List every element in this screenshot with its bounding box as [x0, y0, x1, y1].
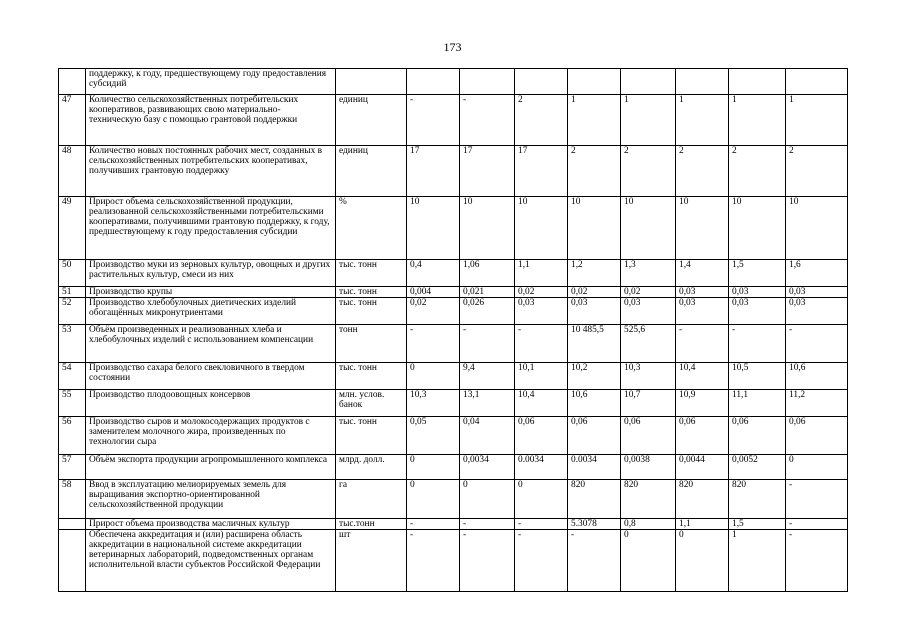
value-cell: 0,06	[676, 417, 729, 455]
indicators-table	[58, 68, 848, 592]
value-cell: -	[786, 519, 848, 530]
indicator-name-cell: Производство сахара белого свекловичного в твердом состоянии	[86, 363, 336, 390]
value-cell: -	[407, 530, 460, 592]
table-row	[59, 519, 848, 530]
value-cell: 2	[729, 146, 786, 197]
indicator-name-cell: Количество новых постоянных рабочих мест, созданных в сельскохозяйственных потребительских кооперативах, получивших грантовую поддержку	[86, 146, 336, 197]
indicator-name-cell: Ввод в эксплуатацию мелиорируемых земель для выращивания экспортно-ориентированной сельскохозяйственной продукции	[86, 480, 336, 519]
unit-cell: шт	[336, 530, 407, 592]
value-cell: 0,06	[621, 417, 676, 455]
value-cell: 10	[676, 197, 729, 260]
unit-cell	[336, 69, 407, 95]
value-cell: -	[407, 325, 460, 363]
indicator-name-cell: Производство крупы	[86, 287, 336, 298]
value-cell: 10,4	[676, 363, 729, 390]
value-cell: 0,02	[515, 287, 568, 298]
unit-cell: га	[336, 480, 407, 519]
value-cell: 13,1	[460, 390, 515, 417]
row-number-cell	[59, 69, 86, 95]
unit-cell: тыс.тонн	[336, 519, 407, 530]
value-cell: 0,4	[407, 260, 460, 287]
value-cell: 0,03	[676, 287, 729, 298]
value-cell: -	[515, 530, 568, 592]
row-number-cell: 54	[59, 363, 86, 390]
table-row	[59, 146, 848, 197]
value-cell: 0,8	[621, 519, 676, 530]
value-cell: 10	[407, 197, 460, 260]
indicator-name-cell: Производство плодоовощных консервов	[86, 390, 336, 417]
value-cell: 10	[460, 197, 515, 260]
value-cell: 10,6	[786, 363, 848, 390]
value-cell	[786, 69, 848, 95]
value-cell: 1,6	[786, 260, 848, 287]
value-cell: 10,1	[515, 363, 568, 390]
value-cell: 1,5	[729, 519, 786, 530]
row-number-cell: 50	[59, 260, 86, 287]
page-number: 173	[443, 40, 462, 54]
value-cell: 0,06	[729, 417, 786, 455]
value-cell: 1,4	[676, 260, 729, 287]
value-cell: 0.0034	[568, 455, 621, 480]
value-cell: 820	[621, 480, 676, 519]
indicator-name-cell: Производство сыров и молокосодержащих продуктов с заменителем молочного жира, произведенных по технологии сыра	[86, 417, 336, 455]
value-cell: 0	[407, 455, 460, 480]
row-number-cell: 51	[59, 287, 86, 298]
value-cell: 10,5	[729, 363, 786, 390]
row-number-cell: 53	[59, 325, 86, 363]
value-cell: -	[515, 325, 568, 363]
table-row	[59, 298, 848, 325]
value-cell: 0	[407, 480, 460, 519]
table-row	[59, 95, 848, 146]
value-cell: 1	[729, 530, 786, 592]
value-cell	[515, 69, 568, 95]
value-cell: -	[407, 519, 460, 530]
table-row	[59, 530, 848, 592]
value-cell: -	[786, 530, 848, 592]
value-cell: 10	[515, 197, 568, 260]
value-cell: 10,7	[621, 390, 676, 417]
value-cell: 0	[621, 530, 676, 592]
value-cell: 1,1	[676, 519, 729, 530]
value-cell: 10,3	[407, 390, 460, 417]
indicator-name-cell: Прирост объема сельскохозяйственной продукции, реализованной сельскохозяйственными потребительскими кооперативами, получившими грантовую поддержку, к году, предшествующему к году предоставления субсидии	[86, 197, 336, 260]
indicator-name-cell: поддержку, к году, предшествующему году предоставления субсидий	[86, 69, 336, 95]
value-cell	[407, 69, 460, 95]
value-cell: 0,03	[621, 298, 676, 325]
value-cell: 2	[515, 95, 568, 146]
value-cell: 2	[786, 146, 848, 197]
value-cell: 11,1	[729, 390, 786, 417]
value-cell: -	[568, 530, 621, 592]
table-row	[59, 417, 848, 455]
indicator-name-cell: Производство муки из зерновых культур, овощных и других растительных культур, смеси из них	[86, 260, 336, 287]
indicator-name-cell: Прирост объема производства масличных культур	[86, 519, 336, 530]
value-cell: 0	[515, 480, 568, 519]
row-number-cell: 55	[59, 390, 86, 417]
value-cell	[621, 69, 676, 95]
table-row	[59, 363, 848, 390]
value-cell: -	[515, 519, 568, 530]
value-cell: 2	[676, 146, 729, 197]
value-cell: 0,03	[515, 298, 568, 325]
unit-cell: млрд. долл.	[336, 455, 407, 480]
value-cell: 0	[676, 530, 729, 592]
value-cell: 1,06	[460, 260, 515, 287]
value-cell: 0,03	[786, 287, 848, 298]
table-row	[59, 69, 848, 95]
value-cell: 0.0034	[515, 455, 568, 480]
row-number-cell	[59, 530, 86, 592]
value-cell: -	[786, 325, 848, 363]
indicator-name-cell: Количество сельскохозяйственных потребительских кооперативов, развивающих свою материально-техническую базу с помощью грантовой поддержки	[86, 95, 336, 146]
row-number-cell: 48	[59, 146, 86, 197]
value-cell: 1	[621, 95, 676, 146]
value-cell: 0,06	[786, 417, 848, 455]
value-cell: 1	[729, 95, 786, 146]
value-cell: 10 485,5	[568, 325, 621, 363]
value-cell: 10	[729, 197, 786, 260]
value-cell: 11,2	[786, 390, 848, 417]
value-cell: -	[460, 530, 515, 592]
value-cell: 0	[460, 480, 515, 519]
table-row	[59, 390, 848, 417]
row-number-cell: 49	[59, 197, 86, 260]
value-cell: 10,9	[676, 390, 729, 417]
value-cell: 0,03	[568, 298, 621, 325]
row-number-cell: 52	[59, 298, 86, 325]
table-row	[59, 480, 848, 519]
indicator-name-cell: Объём экспорта продукции агропромышленного комплекса	[86, 455, 336, 480]
table-row	[59, 287, 848, 298]
value-cell: 1	[786, 95, 848, 146]
value-cell: -	[460, 519, 515, 530]
unit-cell: млн. услов. банок	[336, 390, 407, 417]
value-cell: 0,0044	[676, 455, 729, 480]
value-cell: -	[407, 95, 460, 146]
table-row	[59, 197, 848, 260]
table-body	[59, 69, 848, 592]
value-cell: 0,06	[515, 417, 568, 455]
value-cell: 0,02	[621, 287, 676, 298]
value-cell: 1	[568, 95, 621, 146]
table-row	[59, 325, 848, 363]
value-cell	[568, 69, 621, 95]
value-cell: 0	[407, 363, 460, 390]
value-cell: 0,02	[407, 298, 460, 325]
value-cell: 0,02	[568, 287, 621, 298]
value-cell: 1,2	[568, 260, 621, 287]
row-number-cell: 56	[59, 417, 86, 455]
value-cell: -	[460, 325, 515, 363]
row-number-cell: 57	[59, 455, 86, 480]
value-cell: 0,06	[568, 417, 621, 455]
value-cell	[460, 69, 515, 95]
value-cell: 10	[786, 197, 848, 260]
unit-cell: %	[336, 197, 407, 260]
value-cell: 0,0052	[729, 455, 786, 480]
value-cell: 17	[515, 146, 568, 197]
value-cell: -	[460, 95, 515, 146]
value-cell: 525,6	[621, 325, 676, 363]
unit-cell: тыс. тонн	[336, 298, 407, 325]
value-cell: 5.3078	[568, 519, 621, 530]
value-cell: 10,3	[621, 363, 676, 390]
value-cell: 17	[407, 146, 460, 197]
value-cell: 0,05	[407, 417, 460, 455]
value-cell: 2	[621, 146, 676, 197]
unit-cell: тыс. тонн	[336, 287, 407, 298]
value-cell: 0,03	[729, 298, 786, 325]
indicator-name-cell: Объём произведенных и реализованных хлеба и хлебобулочных изделий с использованием компенсации	[86, 325, 336, 363]
value-cell: 0,03	[786, 298, 848, 325]
value-cell: -	[786, 480, 848, 519]
unit-cell: тыс. тонн	[336, 260, 407, 287]
row-number-cell: 58	[59, 480, 86, 519]
value-cell: 2	[568, 146, 621, 197]
value-cell: 10,4	[515, 390, 568, 417]
value-cell: 1,3	[621, 260, 676, 287]
value-cell: 820	[676, 480, 729, 519]
value-cell: 0,026	[460, 298, 515, 325]
unit-cell: тонн	[336, 325, 407, 363]
value-cell: 820	[729, 480, 786, 519]
value-cell: 10,2	[568, 363, 621, 390]
value-cell: 0	[786, 455, 848, 480]
value-cell: 17	[460, 146, 515, 197]
table-row	[59, 260, 848, 287]
value-cell	[729, 69, 786, 95]
value-cell: 1,5	[729, 260, 786, 287]
row-number-cell	[59, 519, 86, 530]
value-cell: 0,0034	[460, 455, 515, 480]
unit-cell: тыс. тонн	[336, 417, 407, 455]
unit-cell: единиц	[336, 95, 407, 146]
value-cell: 0,03	[676, 298, 729, 325]
value-cell	[676, 69, 729, 95]
unit-cell: единиц	[336, 146, 407, 197]
value-cell: 0,021	[460, 287, 515, 298]
value-cell: 10	[568, 197, 621, 260]
value-cell: 10	[621, 197, 676, 260]
value-cell: 0,04	[460, 417, 515, 455]
value-cell: 1	[676, 95, 729, 146]
value-cell: -	[676, 325, 729, 363]
value-cell: 10,6	[568, 390, 621, 417]
value-cell: 9,4	[460, 363, 515, 390]
indicator-name-cell: Обеспечена аккредитация и (или) расширена область аккредитации в национальной системе аккредитации ветеринарных лабораторий, подведомственных органам исполнительной власти субъектов Российской Федерации	[86, 530, 336, 592]
table-row	[59, 455, 848, 480]
value-cell: 0,03	[729, 287, 786, 298]
unit-cell: тыс. тонн	[336, 363, 407, 390]
value-cell: 820	[568, 480, 621, 519]
value-cell: 0,004	[407, 287, 460, 298]
row-number-cell: 47	[59, 95, 86, 146]
value-cell: -	[729, 325, 786, 363]
value-cell: 0,0038	[621, 455, 676, 480]
value-cell: 1,1	[515, 260, 568, 287]
indicator-name-cell: Производство хлебобулочных диетических изделий обогащённых микронутриентами	[86, 298, 336, 325]
